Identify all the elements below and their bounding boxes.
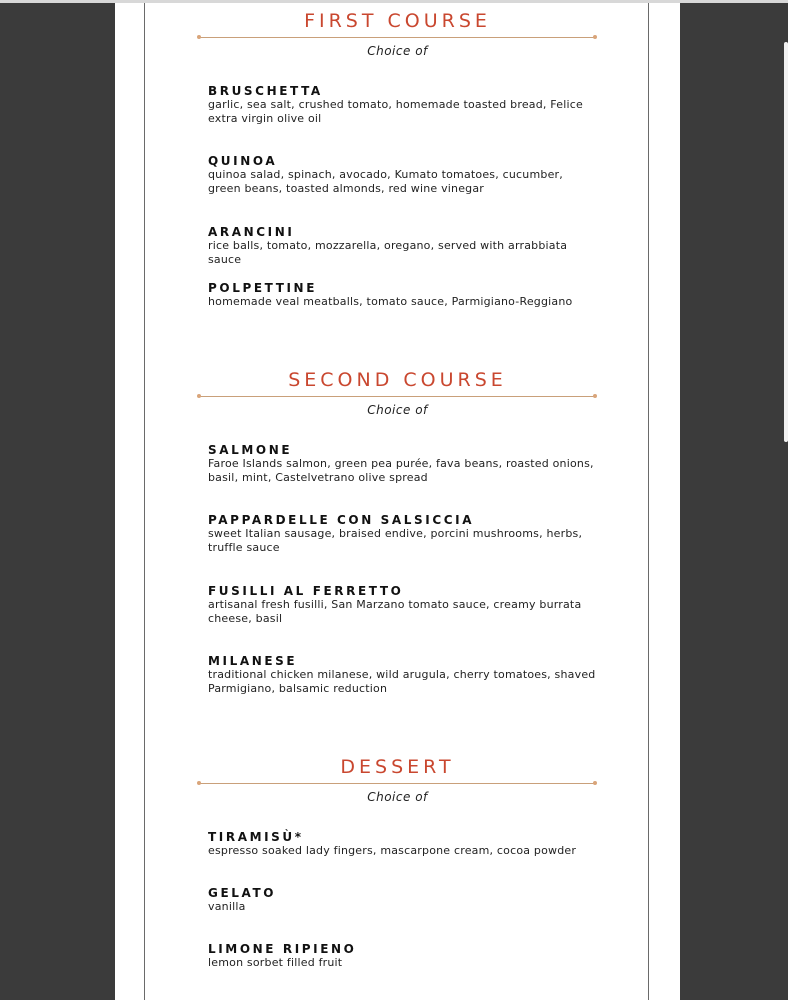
scrollbar[interactable] <box>784 42 788 442</box>
item-description: garlic, sea salt, crushed tomato, homemade toasted bread, Felice extra virgin olive oil <box>208 98 583 125</box>
item-name: QUINOA <box>208 154 278 168</box>
item-name: GELATO <box>208 886 277 900</box>
menu-item <box>208 830 598 858</box>
menu-item <box>208 942 598 970</box>
choice-of-label: Choice of <box>367 403 428 417</box>
section-title: SECOND COURSE <box>288 369 507 391</box>
menu-page <box>115 3 680 1000</box>
item-description: lemon sorbet filled fruit <box>208 956 343 969</box>
menu-item <box>208 281 598 309</box>
item-name: PAPPARDELLE CON SALSICCIA <box>208 513 475 527</box>
divider-rule <box>199 783 595 784</box>
item-description: sweet Italian sausage, braised endive, porcini mushrooms, herbs, truffle sauce <box>208 527 583 554</box>
menu-item <box>208 654 598 696</box>
item-description: vanilla <box>208 900 246 913</box>
choice-of-label: Choice of <box>367 44 428 58</box>
item-description: Faroe Islands salmon, green pea purée, fava beans, roasted onions, basil, mint, Castelvetrano olive spread <box>208 457 594 484</box>
menu-item <box>208 443 598 485</box>
item-description: rice balls, tomato, mozzarella, oregano, served with arrabbiata sauce <box>208 239 568 266</box>
item-name: POLPETTINE <box>208 281 317 295</box>
item-description: artisanal fresh fusilli, San Marzano tomato sauce, creamy burrata cheese, basil <box>208 598 582 625</box>
choice-of-label: Choice of <box>367 790 428 804</box>
menu-item <box>208 225 598 267</box>
menu-item <box>208 886 598 914</box>
item-name: BRUSCHETTA <box>208 84 323 98</box>
item-name: MILANESE <box>208 654 298 668</box>
item-name: LIMONE RIPIENO <box>208 942 357 956</box>
item-description: espresso soaked lady fingers, mascarpone cream, cocoa powder <box>208 844 577 857</box>
menu-item <box>208 584 598 626</box>
section-title: FIRST COURSE <box>304 10 491 32</box>
item-description: homemade veal meatballs, tomato sauce, Parmigiano-Reggiano <box>208 295 573 308</box>
item-name: ARANCINI <box>208 225 295 239</box>
menu-item <box>208 84 598 126</box>
item-name: FUSILLI AL FERRETTO <box>208 584 404 598</box>
item-name: TIRAMISÙ* <box>208 830 304 844</box>
divider-rule <box>199 37 595 38</box>
item-description: quinoa salad, spinach, avocado, Kumato tomatoes, cucumber, green beans, toasted almonds, red wine vinegar <box>208 168 563 195</box>
divider-rule <box>199 396 595 397</box>
menu-item <box>208 513 598 555</box>
menu-item <box>208 154 598 196</box>
section-title: DESSERT <box>340 756 455 778</box>
item-name: SALMONE <box>208 443 293 457</box>
item-description: traditional chicken milanese, wild arugula, cherry tomatoes, shaved Parmigiano, balsamic reduction <box>208 668 596 695</box>
